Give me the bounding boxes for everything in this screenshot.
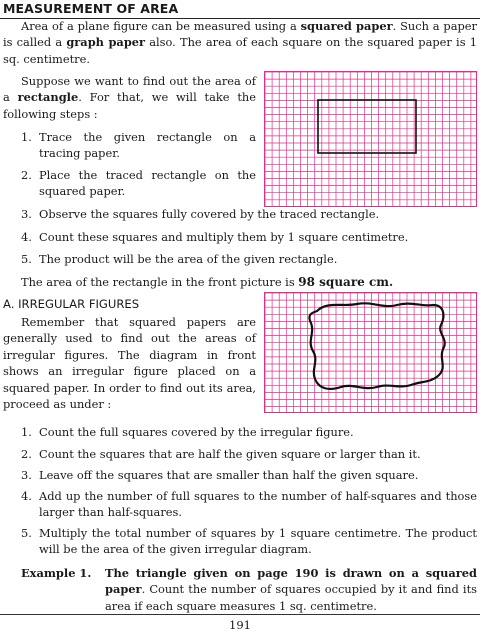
rect-text-2: . For that, we will take the following steps : (3, 90, 256, 121)
intro-bold-squared-paper: squared paper (300, 19, 393, 33)
rectangle-grid-figure (265, 72, 476, 206)
traced-rectangle (318, 100, 416, 153)
step-number: 2. (21, 447, 32, 461)
step-number: 2. (21, 168, 32, 182)
step-text: Place the traced rectangle on the squared paper. (39, 168, 256, 199)
rectangle-intro-paragraph (3, 73, 256, 122)
result-text: The area of the rectangle in the front picture is (21, 275, 299, 289)
page-title: MEASUREMENT OF AREA (3, 1, 179, 16)
irregular-shape-outline (309, 303, 444, 389)
result-value: 98 square cm. (298, 275, 394, 289)
example-text (105, 565, 477, 614)
step-number: 5. (21, 252, 32, 266)
step-text: Count the squares that are half the given square or larger than it. (39, 447, 421, 461)
footer-rule (0, 614, 480, 615)
step-text: Count the full squares covered by the irregular figure. (39, 425, 354, 439)
step-number: 3. (21, 468, 32, 482)
irregular-step-4 (21, 488, 477, 521)
rect-step-3 (21, 206, 477, 223)
rectangle-area-result (21, 274, 477, 290)
example-bold-text: The triangle given on page 190 is drawn on a squared paper (105, 566, 477, 597)
step-text: Trace the given rectangle on a tracing paper. (39, 130, 256, 161)
intro-text-2: . Such a paper is called a (3, 19, 477, 50)
intro-bold-graph-paper: graph paper (66, 35, 146, 50)
rect-text-1: Suppose we want to find out the area of a (3, 74, 256, 105)
rect-step-5 (21, 251, 477, 268)
step-number: 1. (21, 130, 32, 144)
step-text: Multiply the total number of squares by 1 square centimetre. The product will be the area of the given irregular diagram. (39, 526, 477, 557)
intro-text-1: Area of a plane figure can be measured using a (21, 19, 301, 33)
page-number: 191 (229, 618, 251, 632)
step-number: 4. (21, 489, 32, 503)
rect-step-1 (21, 129, 256, 162)
example-1 (21, 565, 477, 613)
step-number: 1. (21, 425, 32, 439)
step-text: Add up the number of full squares to the number of half-squares and those larger than half-squares. (39, 489, 477, 520)
irregular-step-3 (21, 467, 477, 484)
step-text: The product will be the area of the given rectangle. (39, 252, 338, 266)
rect-bold-rectangle: rectangle (17, 90, 79, 105)
step-text: Leave off the squares that are smaller than half the given square. (39, 468, 419, 482)
step-text: Count these squares and multiply them by 1 square centimetre. (39, 230, 409, 244)
squared-paper-irregular (264, 292, 477, 413)
intro-text-3: also. The area of each square on the squared paper is 1 sq. centimetre. (3, 35, 477, 66)
example-label: Example 1. (21, 566, 92, 580)
step-number: 4. (21, 230, 32, 244)
step-number: 3. (21, 207, 32, 221)
irregular-step-2 (21, 446, 477, 463)
step-number: 5. (21, 526, 32, 540)
example-rest-text: . Count the number of squares occupied by it and find its area if each square measures 1 sq. centimetre. (105, 582, 477, 613)
step-text: Observe the squares fully covered by the traced rectangle. (39, 207, 380, 221)
squared-paper-rectangle (264, 71, 477, 207)
irregular-step-1 (21, 424, 477, 441)
rect-step-2 (21, 167, 256, 200)
rect-step-4 (21, 229, 477, 246)
irregular-paragraph: Remember that squared papers are generally used to find out the areas of irregular figures. The diagram in front shows an irregular figure placed on a squared paper. In order to find out its area, proceed as under : (3, 315, 256, 412)
irregular-step-5 (21, 525, 477, 558)
irregular-heading: A. IRREGULAR FIGURES (3, 297, 140, 311)
irregular-grid-figure (265, 293, 476, 412)
intro-paragraph (3, 18, 477, 67)
